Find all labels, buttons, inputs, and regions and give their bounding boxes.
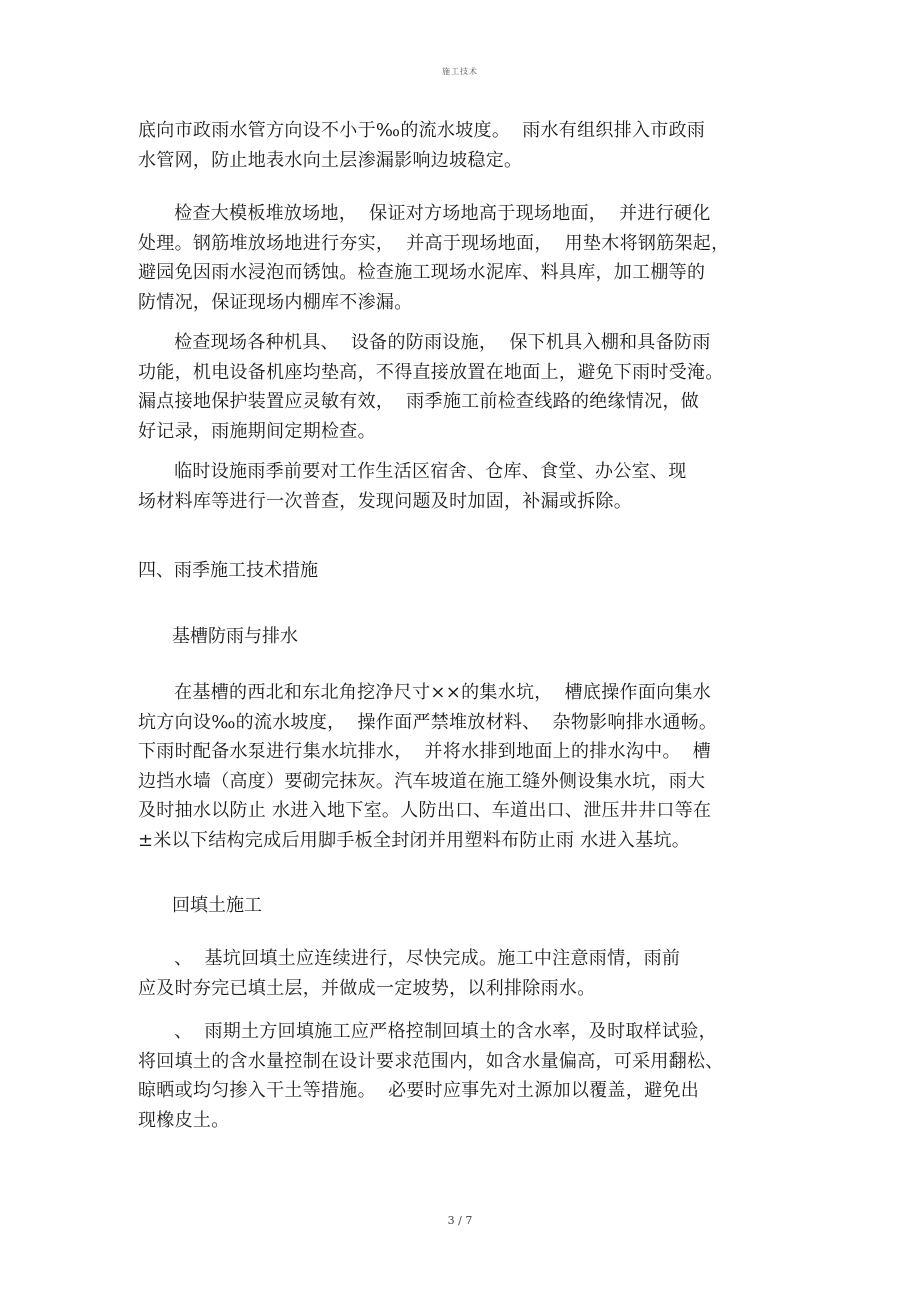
text-line: 在基槽的西北和东北角挖净尺寸××的集水坑， 槽底操作面向集水 <box>138 682 712 703</box>
text-line: 防情况，保证现场内棚库不渗漏。 <box>138 291 413 313</box>
paragraph-storage-yard <box>138 199 798 317</box>
text-line: 、 雨期土方回填施工应严格控制回填土的含水率，及时取样试验， <box>138 1021 717 1042</box>
paragraph-temporary-facilities <box>138 457 798 516</box>
text-line: 晾晒或均匀掺入干土等措施。 必要时应事先对土源加以覆盖，避免出 <box>138 1080 700 1101</box>
page-header: 施工技术 <box>442 67 478 76</box>
text-line: 边挡水墙（高度）要砌完抹灰。汽车坡道在施工缝外侧设集水坑，雨大 <box>138 770 706 792</box>
section-heading: 四、雨季施工技术措施 <box>138 560 318 581</box>
paragraph-equipment-protection <box>138 328 798 446</box>
paragraph-backfill-moisture <box>138 1017 798 1135</box>
text-line: 水管网，防止地表水向土层渗漏影响边坡稳定。 <box>138 149 523 171</box>
text-line: 临时设施雨季前要对工作生活区宿舍、仓库、食堂、办公室、现 <box>138 461 687 482</box>
text-line: 将回填土的含水量控制在设计要求范围内，如含水量偏高，可采用翻松、 <box>138 1050 724 1072</box>
text-line: 漏点接地保护装置应灵敏有效， 雨季施工前检查线路的绝缘情况，做 <box>138 391 700 412</box>
text-line: 、 基坑回填土应连续进行，尽快完成。施工中注意雨情，雨前 <box>138 948 681 969</box>
paragraph-drainage-slope <box>138 116 798 175</box>
subsection-heading: 基槽防雨与排水 <box>172 626 298 647</box>
text-line: 及时抽水以防止 水进入地下室。人防出口、车道出口、泄压井井口等在 <box>138 800 712 821</box>
text-line: 避园免因雨水浸泡而锈蚀。检查施工现场水泥库、料具库，加工棚等的 <box>138 262 706 283</box>
paragraph-backfill-continuous <box>138 944 798 1003</box>
text-line: 场材料库等进行一次普查，发现问题及时加固，补漏或拆除。 <box>138 490 633 512</box>
text-line: 好记录，雨施期间定期检查。 <box>138 420 376 442</box>
text-line: 下雨时配备水泵进行集水坑排水， 并将水排到地面上的排水沟中。 槽 <box>138 741 712 762</box>
text-line: 处理。钢筋堆放场地进行夯实， 并高于现场地面， 用垫木将钢筋架起， <box>138 232 730 254</box>
text-line: ±米以下结构完成后用脚手板全封闭并用塑料布防止雨 水进入基坑。 <box>138 829 691 851</box>
text-line: 功能，机电设备机座均垫高，不得直接放置在地面上，避免下雨时受淹。 <box>138 361 724 383</box>
text-line: 检查大模板堆放场地， 保证对方场地高于现场地面， 并进行硬化 <box>138 203 711 224</box>
text-line: 底向市政雨水管方向设不小于‰的流水坡度。 雨水有组织排入市政雨 <box>138 120 706 141</box>
page-number: 3 / 7 <box>447 1214 473 1227</box>
paragraph-pit-drainage <box>138 678 798 855</box>
text-line: 应及时夯完已填土层，并做成一定坡势，以利排除雨水。 <box>138 977 596 999</box>
text-line: 检查现场各种机具、 设备的防雨设施， 保下机具入棚和具备防雨 <box>138 332 711 353</box>
subsection-heading: 回填土施工 <box>172 895 262 916</box>
text-line: 坑方向设‰的流水坡度， 操作面严禁堆放材料、 杂物影响排水通畅。 <box>138 711 718 733</box>
text-line: 现橡皮土。 <box>138 1109 230 1131</box>
